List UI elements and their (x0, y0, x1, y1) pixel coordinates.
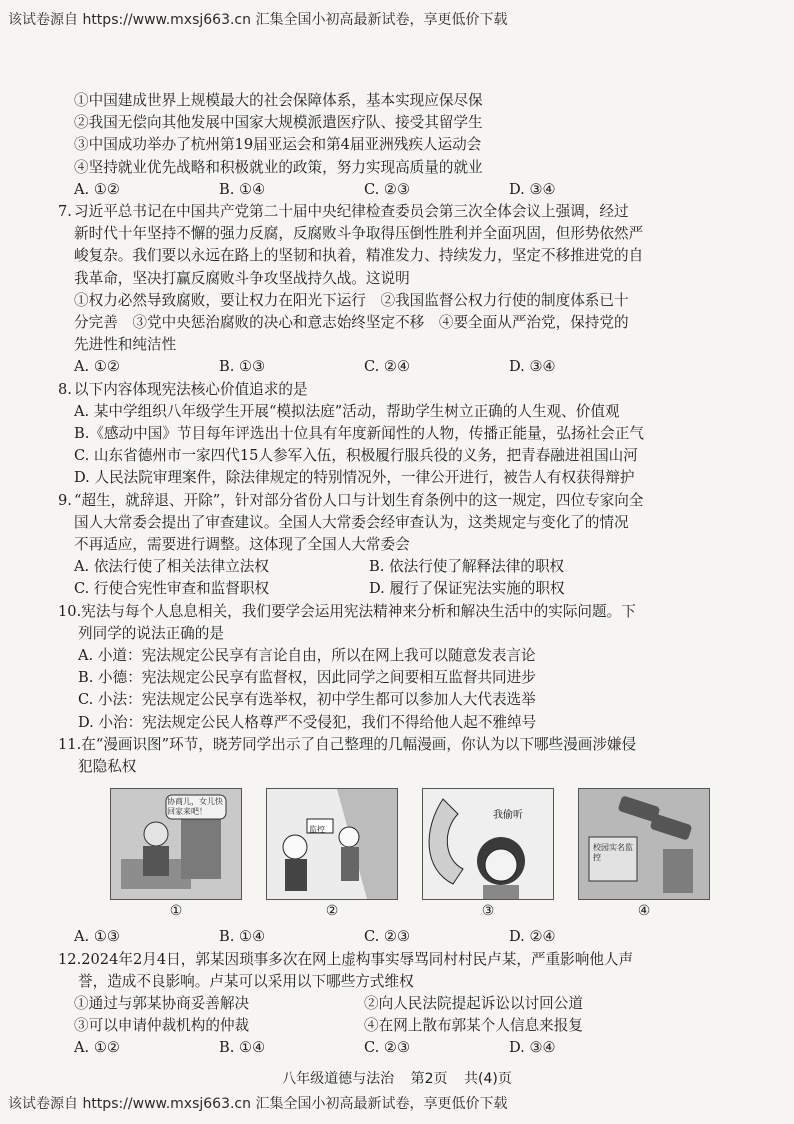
q12-option-a: A. ①② (74, 1039, 120, 1057)
q6-item: ①中国建成世界上规模最大的社会保障体系，基本实现应保尽保 (74, 92, 483, 109)
q12-number: 12. (58, 950, 82, 968)
comic-4-label: ④ (637, 903, 651, 920)
q6-option-c: C. ②③ (364, 180, 411, 198)
q10-choice-a: A. 小道：宪法规定公民享有言论自由，所以在网上我可以随意发表言论 (78, 647, 536, 665)
q6-item: ③中国成功举办了杭州第19届亚运会和第4届亚洲残疾人运动会 (74, 136, 482, 154)
q7-item-line: ①权力必然导致腐败，要让权力在阳光下运行 ②我国监督公权力行使的制度体系已十 (74, 291, 629, 309)
q12-item: ④在网上散布郭某个人信息来报复 (364, 1017, 583, 1035)
q7-stem-line: 新时代十年坚持不懈的强力反腐，反腐败斗争取得压倒性胜利并全面巩固，但形势依然严 (74, 225, 644, 243)
q11-stem-line: 在“漫画识图”环节，晓芳同学出示了自己整理的几幅漫画，你认为以下哪些漫画涉嫌侵 (81, 735, 637, 753)
question-7 (58, 201, 748, 379)
q9-number: 9. (58, 491, 72, 509)
q11-number: 11. (58, 735, 82, 753)
q12-stem-line: 2024年2月4日，郭某因琐事多次在网上虚构事实辱骂同村村民卢某，严重影响他人声 (81, 950, 634, 968)
q8-stem: 以下内容体现宪法核心价值追求的是 (74, 380, 308, 398)
comic-strip (58, 784, 748, 922)
q12-option-b: B. ①④ (219, 1039, 266, 1057)
comic-3 (422, 788, 554, 900)
source-banner-bottom: 该试卷源自 https://www.mxsj663.cn 汇集全国小初高最新试卷，享更低价下载 (8, 1096, 508, 1112)
comic-3-illustration (423, 789, 553, 899)
comic-4 (578, 788, 710, 900)
q9-choice-c: C. 行使合宪性审查和监督职权 (74, 580, 270, 598)
q9-stem-line: “超生，就辞退、开除”，针对部分省份人口与计划生育条例中的这一规定，四位专家向全 (74, 491, 644, 509)
q12-option-d: D. ③④ (509, 1039, 556, 1057)
q7-stem-line: 峻复杂。我们要以永远在路上的坚韧和执着，精准发力、持续发力，坚定不移推进党的自 (74, 247, 644, 265)
q12-items-row (58, 993, 748, 1015)
q11-option-a: A. ①③ (74, 928, 120, 946)
question-9 (58, 490, 748, 601)
comic-2 (266, 788, 398, 900)
q10-stem-line: 列同学的说法正确的是 (78, 624, 224, 642)
q9-choice-d: D. 履行了保证宪法实施的职权 (369, 580, 565, 598)
q9-choices-row (58, 556, 748, 578)
question-8 (58, 379, 748, 490)
q11-stem-line: 犯隐私权 (78, 758, 137, 776)
q9-stem-line: 国人大常委会提出了审查建议。全国人大常委会经审查认为，这类规定与变化了的情况 (74, 513, 629, 531)
footer-page: 第2页 (410, 1071, 448, 1087)
q9-choice-b: B. 依法行使了解释法律的职权 (369, 558, 565, 576)
q6-options (58, 179, 748, 201)
q11-option-b: B. ①④ (219, 928, 266, 946)
q10-stem-line: 宪法与每个人息息相关，我们要学会运用宪法精神来分析和解决生活中的实际问题。下 (81, 602, 636, 620)
exam-content (58, 90, 748, 1060)
q10-choice-d: D. 小治：宪法规定公民人格尊严不受侵犯，我们不得给他人起不雅绰号 (78, 713, 537, 731)
q12-option-c: C. ②③ (364, 1039, 411, 1057)
comic-4-caption: 校园实名监控 (593, 843, 633, 863)
q8-choice-c: C. 山东省德州市一家四代15人参军入伍，积极履行服兵役的义务，把青春融进祖国山河 (74, 447, 638, 465)
q9-choice-a: A. 依法行使了相关法律立法权 (74, 558, 269, 576)
comic-2-label: ② (325, 903, 339, 920)
q10-number: 10. (58, 602, 82, 620)
q7-item-line: 分完善 ③党中央惩治腐败的决心和意志始终坚定不移 ④要全面从严治党，保持党的 (74, 314, 629, 332)
footer-subject: 八年级道德与法治 (282, 1071, 395, 1087)
comic-3-label: ③ (481, 903, 495, 920)
q7-number: 7. (58, 203, 72, 221)
q9-stem-line: 不再适应，需要进行调整。这体现了全国人大常委会 (74, 536, 410, 554)
q7-option-c: C. ②④ (364, 358, 411, 376)
q6-item: ④坚持就业优先战略和积极就业的政策，努力实现高质量的就业 (74, 158, 483, 176)
question-11 (58, 734, 748, 949)
q7-option-d: D. ③④ (509, 358, 556, 376)
q9-choices-row (58, 578, 748, 600)
q6-option-d: D. ③④ (509, 180, 556, 198)
q7-stem-line: 我革命，坚决打赢反腐败斗争攻坚战持久战。这说明 (74, 269, 410, 287)
q8-choice-a: A. 某中学组织八年级学生开展“模拟法庭”活动，帮助学生树立正确的人生观、价值观 (74, 402, 620, 420)
q12-options (58, 1037, 748, 1059)
q6-option-a: A. ①② (74, 180, 120, 198)
q12-stem-line: 誉，造成不良影响。卢某可以采用以下哪些方式维权 (78, 972, 414, 990)
q7-option-b: B. ①③ (219, 358, 266, 376)
q11-option-c: C. ②③ (364, 928, 411, 946)
q7-options (58, 356, 748, 378)
q8-number: 8. (58, 380, 72, 398)
q7-option-a: A. ①② (74, 358, 120, 376)
comic-3-caption: 我偷听 (493, 810, 523, 822)
footer-total: 共(4)页 (463, 1071, 512, 1087)
comic-2-illustration (267, 789, 397, 899)
q8-choice-d: D. 人民法院审理案件，除法律规定的特别情况外，一律公开进行，被告人有权获得辩护 (74, 469, 635, 487)
q12-item: ②向人民法院提起诉讼以讨回公道 (364, 994, 583, 1012)
q11-options (58, 926, 748, 948)
source-banner-top: 该试卷源自 https://www.mxsj663.cn 汇集全国小初高最新试卷，享更低价下载 (8, 12, 508, 28)
question-10 (58, 601, 748, 734)
question-12 (58, 949, 748, 1060)
q7-stem-line: 习近平总书记在中国共产党第二十届中央纪律检查委员会第三次全体会议上强调，经过 (74, 203, 629, 221)
comic-2-caption: 监控 (309, 825, 325, 835)
q8-choice-b: B.《感动中国》节目每年评选出十位具有年度新闻性的人物，传播正能量，弘扬社会正气 (74, 425, 644, 443)
q12-items-row (58, 1015, 748, 1037)
q10-choice-b: B. 小德：宪法规定公民享有监督权，因此同学之间要相互监督共同进步 (78, 669, 536, 687)
q6-option-b: B. ①④ (219, 180, 266, 198)
q11-option-d: D. ②④ (509, 928, 556, 946)
q6-item: ②我国无偿向其他发展中国家大规模派遣医疗队、接受其留学生 (74, 114, 483, 132)
comic-1 (110, 788, 242, 900)
q12-item: ①通过与郭某协商妥善解决 (74, 994, 250, 1012)
comic-1-label: ① (169, 903, 183, 920)
page-footer (0, 1068, 794, 1088)
q12-item: ③可以申请仲裁机构的仲裁 (74, 1017, 250, 1035)
question-6 (58, 90, 748, 201)
comic-1-caption: 协商儿，女儿快回家来吧！ (167, 797, 223, 817)
q10-choice-c: C. 小法：宪法规定公民享有选举权，初中学生都可以参加人大代表选举 (78, 691, 536, 709)
q7-item-line: 先进性和纯洁性 (74, 336, 177, 354)
